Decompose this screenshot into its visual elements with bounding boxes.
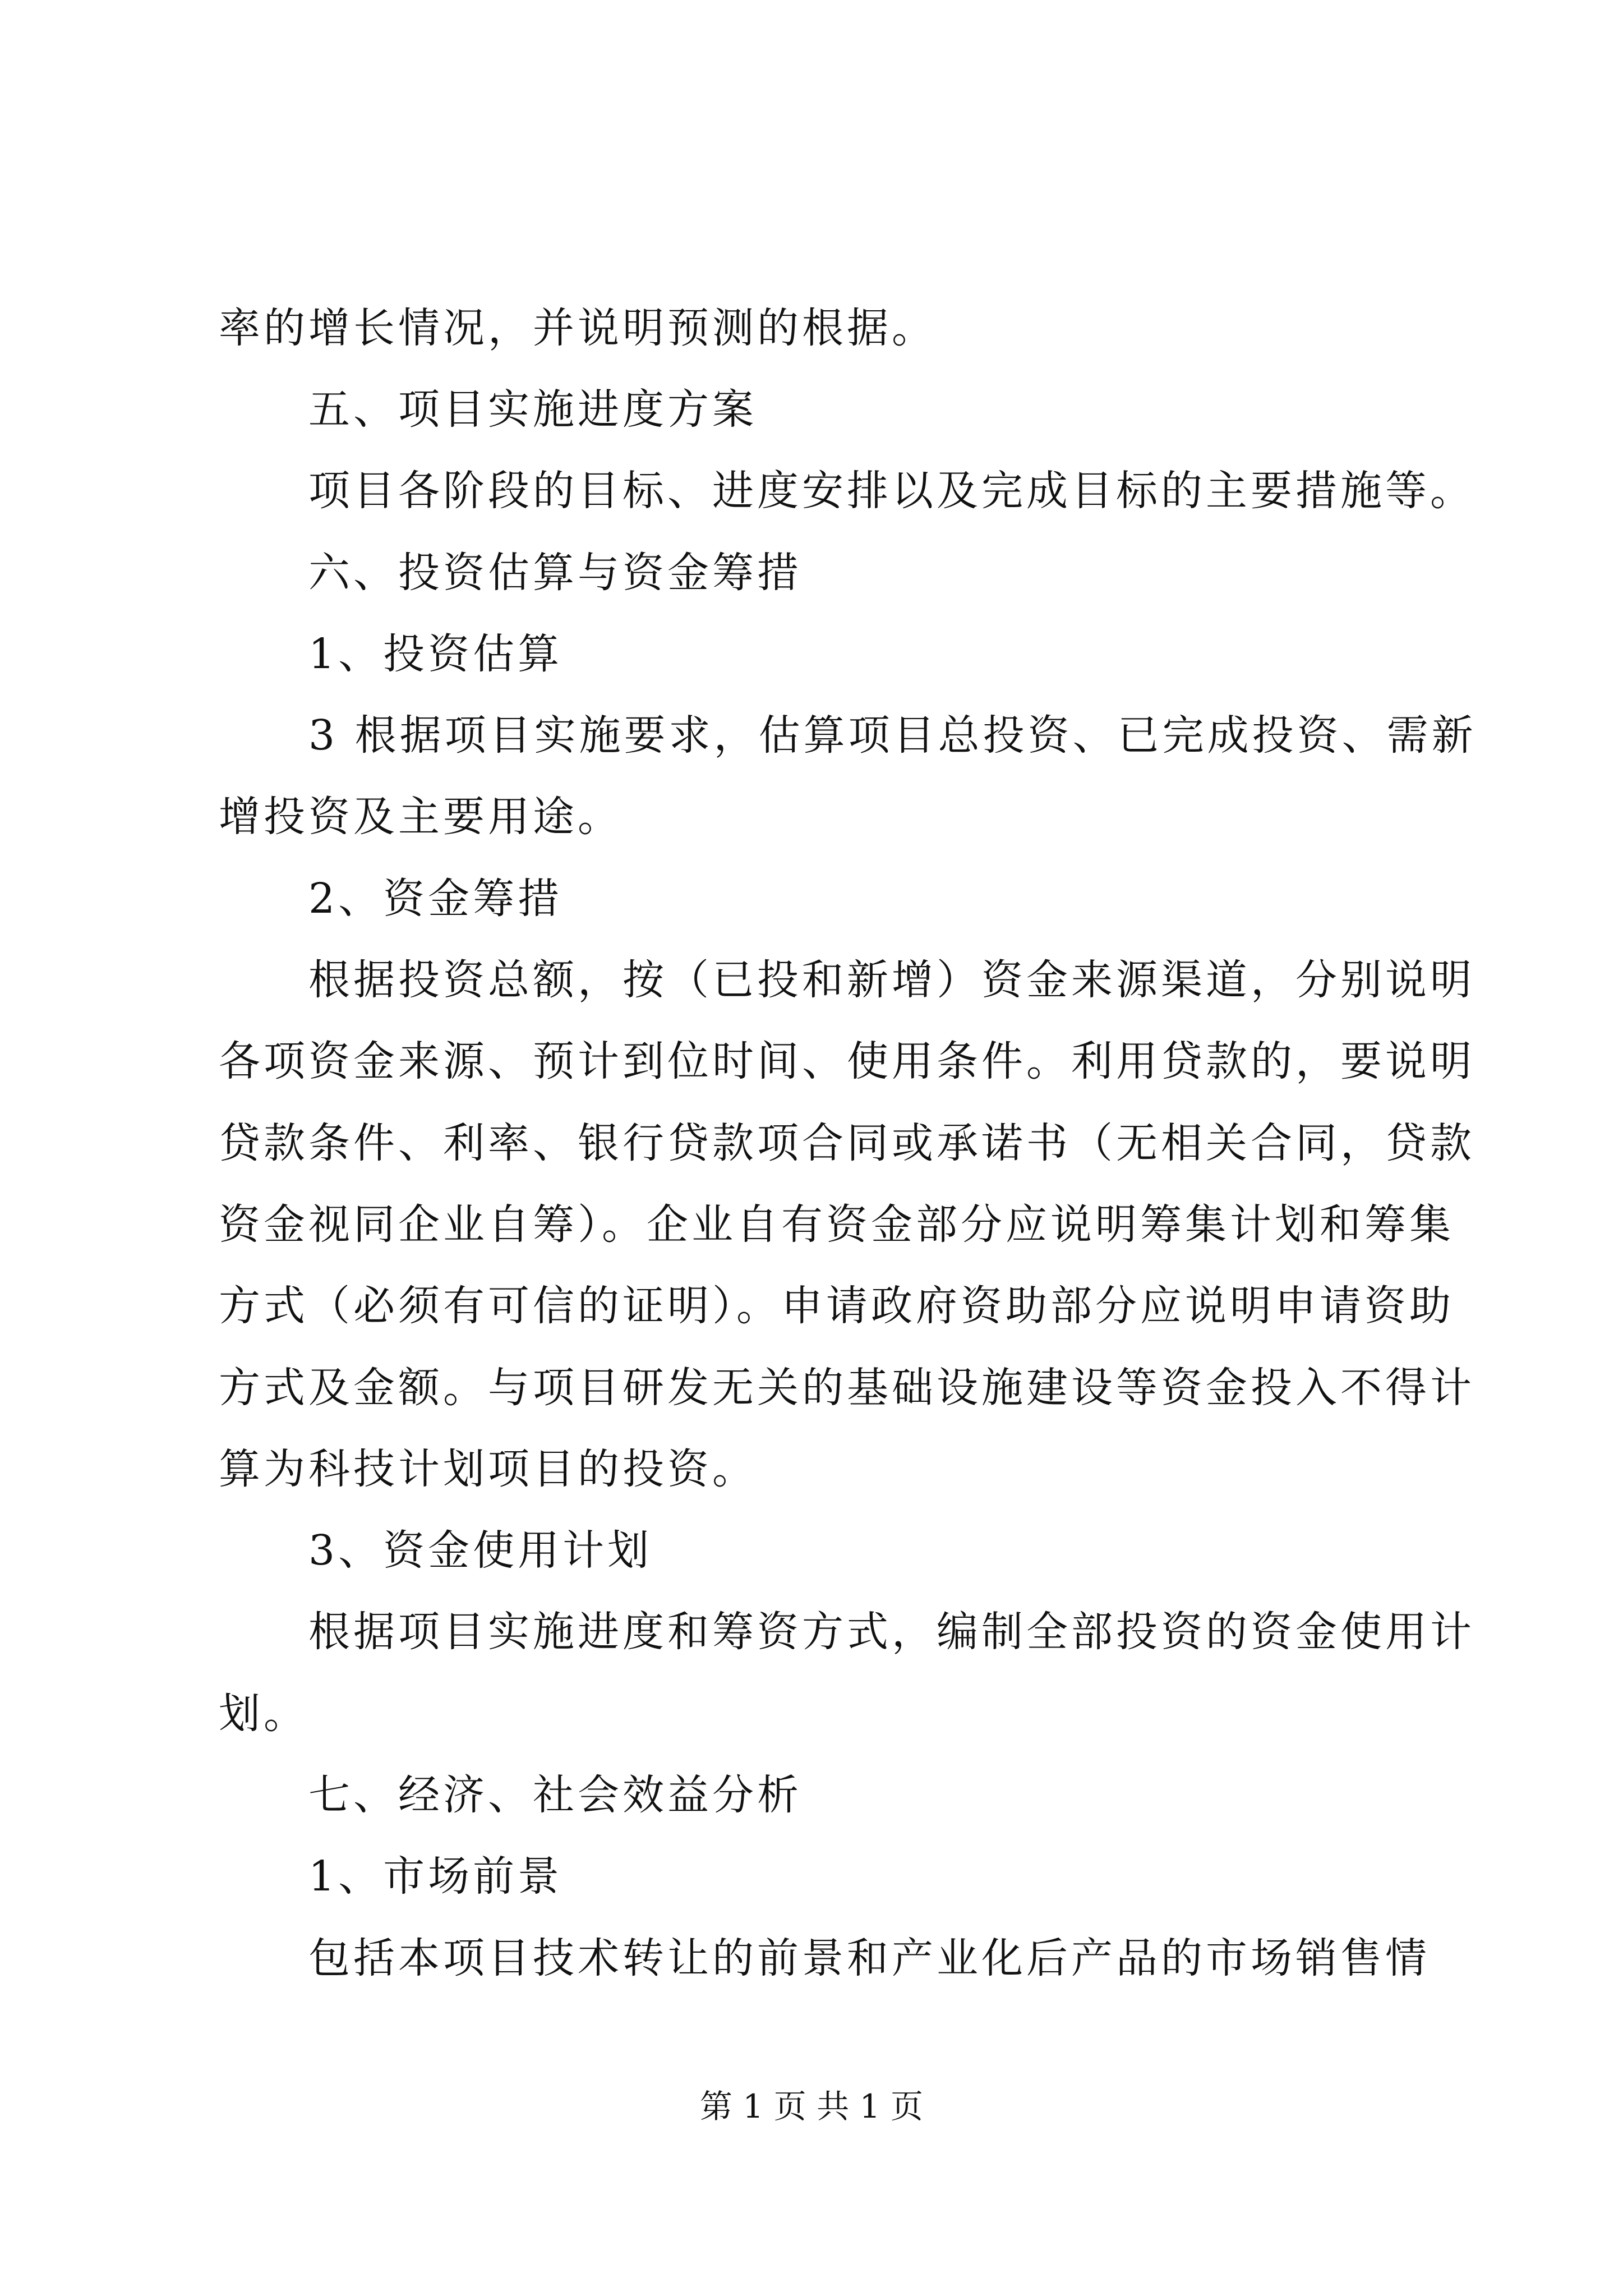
subsection-heading: 3、资金使用计划: [308, 1526, 653, 1575]
text-line: 资金视同企业自筹）。企业自有资金部分应说明筹集计划和筹集: [219, 1200, 1454, 1249]
section-heading: 七、经济、社会效益分析: [308, 1771, 802, 1819]
text-line: 方式（必须有可信的证明）。申请政府资助部分应说明申请资助: [219, 1282, 1454, 1330]
subsection-heading: 1、投资估算: [308, 630, 563, 678]
text-line: 贷款条件、利率、银行贷款项合同或承诺书（无相关合同，贷款: [219, 1119, 1475, 1167]
text-line: 项目各阶段的目标、进度安排以及完成目标的主要措施等。: [308, 467, 1475, 515]
page-footer: 第 1 页 共 1 页: [700, 2087, 923, 2125]
text-line: 划。: [219, 1690, 308, 1738]
text-line: 包括本项目技术转让的前景和产业化后产品的市场销售情: [308, 1934, 1430, 1982]
section-heading: 五、项目实施进度方案: [308, 385, 757, 434]
text-line: 增投资及主要用途。: [219, 793, 623, 841]
text-line: 算为科技计划项目的投资。: [219, 1445, 757, 1493]
text-line: 根据项目实施进度和筹资方式，编制全部投资的资金使用计: [308, 1608, 1475, 1656]
text-line: 率的增长情况，并说明预测的根据。: [219, 304, 937, 352]
text-line: 根据投资总额，按（已投和新增）资金来源渠道，分别说明: [308, 956, 1475, 1004]
text-line: 各项资金来源、预计到位时间、使用条件。利用贷款的，要说明: [219, 1037, 1475, 1085]
subsection-heading: 1、市场前景: [308, 1852, 563, 1901]
text-line: 3 根据项目实施要求，估算项目总投资、已完成投资、需新: [308, 711, 1477, 760]
subsection-heading: 2、资金筹措: [308, 875, 563, 923]
text-line: 方式及金额。与项目研发无关的基础设施建设等资金投入不得计: [219, 1364, 1475, 1412]
section-heading: 六、投资估算与资金筹措: [308, 549, 802, 597]
